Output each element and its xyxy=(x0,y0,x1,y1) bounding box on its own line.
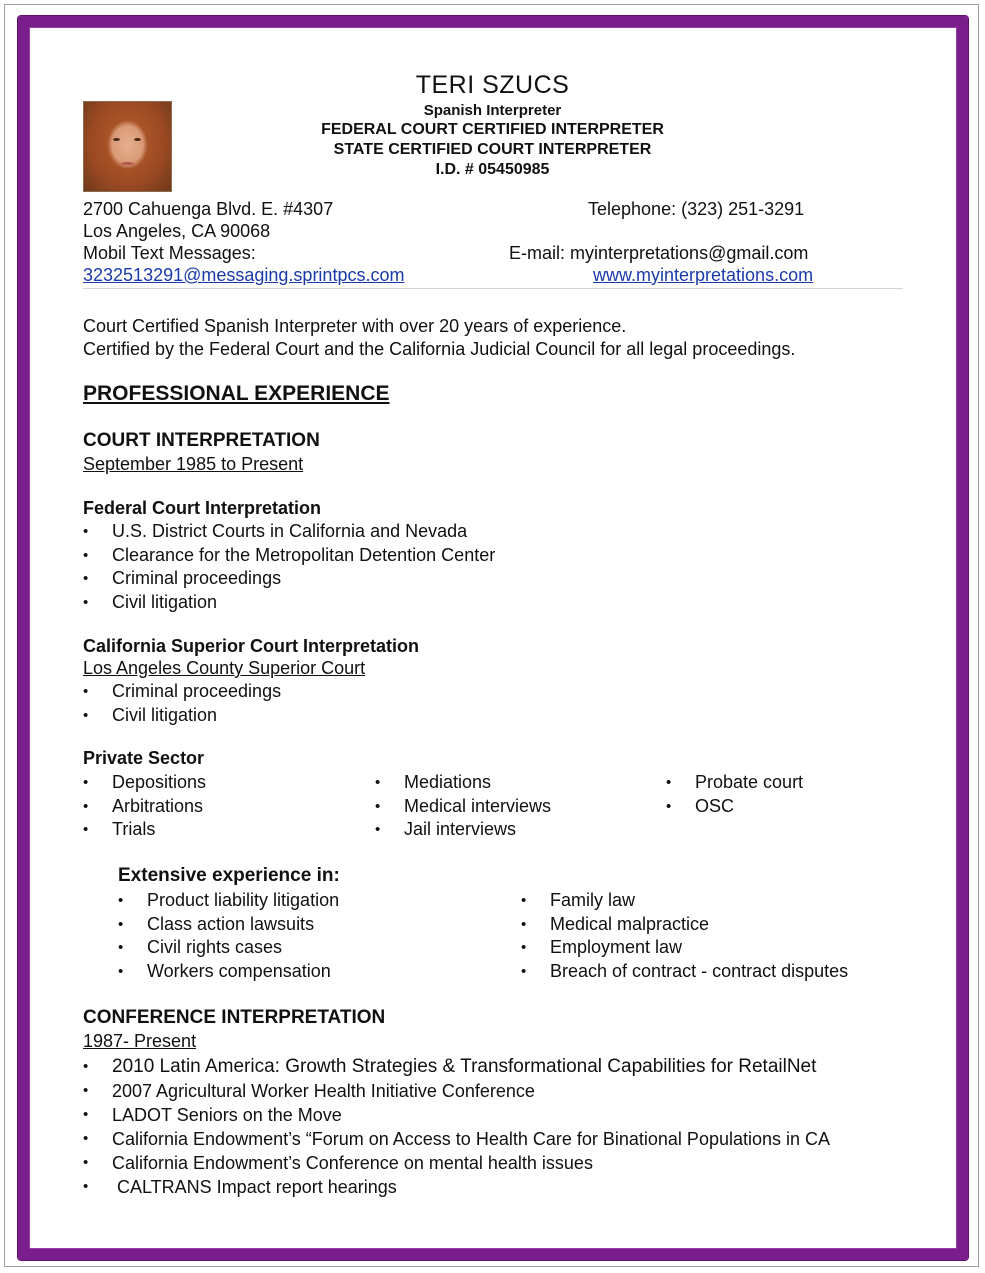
private-sector-col2 xyxy=(375,771,551,842)
list-item: • OSC xyxy=(666,795,803,819)
list-item: • Trials xyxy=(83,818,206,842)
list-item: • Mediations xyxy=(375,771,551,795)
address-line1: 2700 Cahuenga Blvd. E. #4307 xyxy=(83,199,334,219)
list-item: • Arbitrations xyxy=(83,795,206,819)
conference-interpretation-dates: 1987- Present xyxy=(83,1031,197,1051)
telephone: Telephone: (323) 251-3291 xyxy=(588,199,805,219)
list-item: • Product liability litigation xyxy=(118,889,339,913)
list-item: • Criminal proceedings xyxy=(83,567,495,591)
conference-interpretation-heading: CONFERENCE INTERPRETATION xyxy=(83,1007,386,1028)
private-sector-heading: Private Sector xyxy=(83,748,205,768)
list-item: • Civil rights cases xyxy=(118,936,339,960)
list-item: • Criminal proceedings xyxy=(83,680,281,704)
summary-line1: Court Certified Spanish Interpreter with over 20 years of experience. xyxy=(83,316,627,336)
list-item: • Civil litigation xyxy=(83,591,495,615)
california-court-subheading: Los Angeles County Superior Court xyxy=(83,658,366,678)
list-item: • Jail interviews xyxy=(375,818,551,842)
list-item: • 2007 Agricultural Worker Health Initiative Conference xyxy=(83,1079,830,1103)
extensive-experience-col2 xyxy=(521,889,848,983)
address-line2: Los Angeles, CA 90068 xyxy=(83,221,271,241)
list-item: • Depositions xyxy=(83,771,206,795)
divider xyxy=(83,288,903,289)
federal-court-list xyxy=(83,520,495,614)
list-item: • Breach of contract - contract disputes xyxy=(521,960,848,984)
mobile-label: Mobil Text Messages: xyxy=(83,243,256,263)
candidate-name: TERI SZUCS xyxy=(415,71,570,99)
email: E-mail: myinterpretations@gmail.com xyxy=(509,243,809,263)
private-sector-col3 xyxy=(666,771,803,818)
california-court-heading: California Superior Court Interpretation xyxy=(83,636,420,656)
list-item: • Class action lawsuits xyxy=(118,913,339,937)
court-interpretation-heading: COURT INTERPRETATION xyxy=(83,430,320,451)
state-certification: STATE CERTIFIED COURT INTERPRETER xyxy=(333,141,652,158)
list-item: • Employment law xyxy=(521,936,848,960)
summary-line2: Certified by the Federal Court and the California Judicial Council for all legal proceedings. xyxy=(83,339,796,359)
interpreter-id: I.D. # 05450985 xyxy=(435,161,550,178)
list-item: • Family law xyxy=(521,889,848,913)
list-item: • Clearance for the Metropolitan Detention Center xyxy=(83,544,495,568)
list-item: • Medical malpractice xyxy=(521,913,848,937)
list-item: • Workers compensation xyxy=(118,960,339,984)
conference-list xyxy=(83,1055,830,1199)
professional-experience-heading: PROFESSIONAL EXPERIENCE xyxy=(83,382,390,405)
list-item: • California Endowment’s “Forum on Access to Health Care for Binational Populations in CA xyxy=(83,1127,830,1151)
list-item: • Probate court xyxy=(666,771,803,795)
list-item: • California Endowment’s Conference on mental health issues xyxy=(83,1151,830,1175)
mobile-email-link[interactable]: 3232513291@messaging.sprintpcs.com xyxy=(83,265,405,285)
court-interpretation-dates: September 1985 to Present xyxy=(83,454,304,474)
federal-certification: FEDERAL COURT CERTIFIED INTERPRETER xyxy=(321,121,664,138)
extensive-experience-heading: Extensive experience in: xyxy=(118,865,340,886)
website-link[interactable]: www.myinterpretations.com xyxy=(593,265,814,285)
extensive-experience-col1 xyxy=(118,889,339,983)
list-item: • 2010 Latin America: Growth Strategies & Transformational Capabilities for RetailNet xyxy=(83,1055,830,1079)
california-court-list xyxy=(83,680,281,727)
list-item: • CALTRANS Impact report hearings xyxy=(83,1175,830,1199)
list-item: • U.S. District Courts in California and Nevada xyxy=(83,520,495,544)
federal-court-heading: Federal Court Interpretation xyxy=(83,498,322,518)
list-item: • Civil litigation xyxy=(83,704,281,728)
candidate-title: Spanish Interpreter xyxy=(423,102,562,119)
list-item: • LADOT Seniors on the Move xyxy=(83,1103,830,1127)
list-item: • Medical interviews xyxy=(375,795,551,819)
private-sector-col1 xyxy=(83,771,206,842)
